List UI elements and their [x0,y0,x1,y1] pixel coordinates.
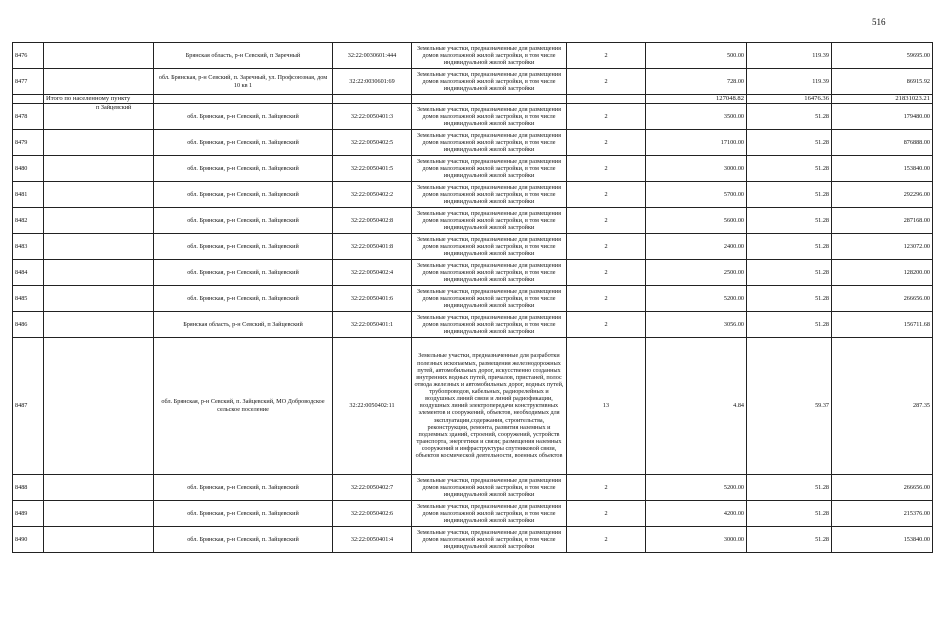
table-row [13,129,933,155]
row-cadastral: 32:22:0050401:3 [333,103,412,129]
row-area: 3056.00 [646,311,747,337]
row-group: 2 [567,155,646,181]
row-use: Земельные участки, предназначенные для размещения домов малоэтажной жилой застройки, в том числе индивидуальной жилой застройки [412,285,567,311]
row-locality [44,285,154,311]
row-number: 8486 [13,311,44,337]
row-cost: 876888.00 [832,129,933,155]
row-cost: 287.35 [832,337,933,474]
row-specific: 59.37 [747,337,832,474]
table-row [13,474,933,500]
row-group: 2 [567,69,646,95]
row-locality [44,259,154,285]
row-specific: 119.39 [747,69,832,95]
page-number: 516 [872,17,886,27]
row-area: 5200.00 [646,474,747,500]
row-cost: 59695.00 [832,43,933,69]
row-use: Земельные участки, предназначенные для размещения домов малоэтажной жилой застройки, в том числе индивидуальной жилой застройки [412,500,567,526]
row-cost: 128200.00 [832,259,933,285]
row-cadastral: 32:22:0030601:444 [333,43,412,69]
row-area: 5700.00 [646,181,747,207]
row-specific: 51.28 [747,474,832,500]
table-row [13,43,933,69]
row-group: 2 [567,43,646,69]
row-use: Земельные участки, предназначенные для размещения домов малоэтажной жилой застройки, в том числе индивидуальной жилой застройки [412,103,567,129]
row-locality [44,181,154,207]
row-address: обл. Брянская, р-н Севский, п. Зайцевский [154,500,333,526]
row-cost: 153840.00 [832,526,933,552]
table-row [13,207,933,233]
row-specific: 51.28 [747,103,832,129]
row-cost: 123072.00 [832,233,933,259]
row-use: Земельные участки, предназначенные для размещения домов малоэтажной жилой застройки, в том числе индивидуальной жилой застройки [412,233,567,259]
row-cost: 179480.00 [832,103,933,129]
row-number: 8479 [13,129,44,155]
row-specific: 51.28 [747,155,832,181]
table-row-big [13,337,933,474]
row-address: обл. Брянская, р-н Севский, п. Зайцевский [154,233,333,259]
row-cadastral: 32:22:0050402:11 [333,337,412,474]
row-group: 2 [567,311,646,337]
row-locality [44,129,154,155]
row-address: обл. Брянская, р-н Севский, п. Зайцевский [154,207,333,233]
row-locality [44,233,154,259]
row-address: обл. Брянская, р-н Севский, п. Заречный, ул. Профсоюзная, дом 10 кв 1 [154,69,333,95]
table-row [13,311,933,337]
row-use: Земельные участки, предназначенные для размещения домов малоэтажной жилой застройки, в том числе индивидуальной жилой застройки [412,181,567,207]
row-cadastral: 32:22:0030601:69 [333,69,412,95]
row-cadastral: 32:22:0050402:4 [333,259,412,285]
total-specific: 16476.36 [747,95,832,104]
row-cadastral: 32:22:0050401:4 [333,526,412,552]
row-address: обл. Брянская, р-н Севский, п. Зайцевский [154,474,333,500]
row-specific: 119.39 [747,43,832,69]
row-use: Земельные участки, предназначенные для размещения домов малоэтажной жилой застройки, в том числе индивидуальной жилой застройки [412,43,567,69]
row-specific: 51.28 [747,526,832,552]
row-number: 8483 [13,233,44,259]
total-cost: 21831023.21 [832,95,933,104]
table-row [13,259,933,285]
row-area: 3000.00 [646,155,747,181]
table-row [13,69,933,95]
row-number: 8484 [13,259,44,285]
row-group: 2 [567,129,646,155]
row-area: 728.00 [646,69,747,95]
row-group: 2 [567,285,646,311]
row-address: обл. Брянская, р-н Севский, п. Зайцевский [154,259,333,285]
row-area: 5600.00 [646,207,747,233]
row-cost: 86915.92 [832,69,933,95]
row-cadastral: 32:22:0050401:8 [333,233,412,259]
row-locality [44,500,154,526]
row-group: 2 [567,474,646,500]
row-address: обл. Брянская, р-н Севский, п. Зайцевский, МО Доброводское сельское поселение [154,337,333,474]
row-number: 8487 [13,337,44,474]
row-specific: 51.28 [747,233,832,259]
row-group: 2 [567,526,646,552]
row-locality [44,474,154,500]
row-area: 500.00 [646,43,747,69]
table-row [13,500,933,526]
row-area: 2400.00 [646,233,747,259]
row-number: 8481 [13,181,44,207]
row-specific: 51.28 [747,285,832,311]
cadastral-value-table [12,42,933,553]
row-group: 2 [567,259,646,285]
row-use: Земельные участки, предназначенные для размещения домов малоэтажной жилой застройки, в том числе индивидуальной жилой застройки [412,526,567,552]
row-area: 17100.00 [646,129,747,155]
table-row [13,155,933,181]
row-locality: п Зайцевский [44,103,154,129]
row-locality [44,526,154,552]
row-number: 8482 [13,207,44,233]
row-address: обл. Брянская, р-н Севский, п. Зайцевский [154,526,333,552]
row-group: 2 [567,500,646,526]
row-group: 2 [567,181,646,207]
row-group: 2 [567,233,646,259]
row-use: Земельные участки, предназначенные для разработки полезных ископаемых, размещения железнодорожных путей, автомобильных дорог, искусственно созданных внутренних водных путей, причалов, пристаней, полос отвода железных и автомобильных дорог, водных путей, трубопроводов, кабельных, радиорелейных и воздушных линий связи и линий радиофикации, воздушных линий электропередачи конструктивных элементов и сооружений, объектов, необходимых для эксплуатации,содержания, строительства, реконструкции, ремонта, развития наземных и подземных зданий, строений, сооружений, устройств транспорта, энергетики и связи; размещения наземных сооружений и инфраструктуры спутниковой связи, объектов космической деятельности, военных объектов [412,337,567,474]
row-locality [44,155,154,181]
row-cadastral: 32:22:0050401:1 [333,311,412,337]
table-row [13,526,933,552]
row-specific: 51.28 [747,129,832,155]
row-cost: 287168.00 [832,207,933,233]
row-use: Земельные участки, предназначенные для размещения домов малоэтажной жилой застройки, в том числе индивидуальной жилой застройки [412,69,567,95]
row-locality [44,311,154,337]
row-area: 5200.00 [646,285,747,311]
row-area: 4.84 [646,337,747,474]
row-cadastral: 32:22:0050402:7 [333,474,412,500]
row-cadastral: 32:22:0050402:8 [333,207,412,233]
row-cost: 215376.00 [832,500,933,526]
total-row [13,95,933,104]
row-number: 8480 [13,155,44,181]
row-specific: 51.28 [747,311,832,337]
row-use: Земельные участки, предназначенные для размещения домов малоэтажной жилой застройки, в том числе индивидуальной жилой застройки [412,311,567,337]
row-cadastral: 32:22:0050401:6 [333,285,412,311]
row-address: обл. Брянская, р-н Севский, п. Зайцевский [154,285,333,311]
row-use: Земельные участки, предназначенные для размещения домов малоэтажной жилой застройки, в том числе индивидуальной жилой застройки [412,129,567,155]
row-use: Земельные участки, предназначенные для размещения домов малоэтажной жилой застройки, в том числе индивидуальной жилой застройки [412,207,567,233]
row-area: 4200.00 [646,500,747,526]
row-specific: 51.28 [747,181,832,207]
row-address: Брянская область, р-н Севский, п Заречный [154,43,333,69]
row-cadastral: 32:22:0050402:2 [333,181,412,207]
row-locality [44,69,154,95]
row-number: 8477 [13,69,44,95]
row-address: обл. Брянская, р-н Севский, п. Зайцевский [154,129,333,155]
table-row [13,103,933,129]
row-area: 2500.00 [646,259,747,285]
row-use: Земельные участки, предназначенные для размещения домов малоэтажной жилой застройки, в том числе индивидуальной жилой застройки [412,155,567,181]
row-cost: 292296.00 [832,181,933,207]
row-cost: 153840.00 [832,155,933,181]
row-cadastral: 32:22:0050402:6 [333,500,412,526]
row-specific: 51.28 [747,500,832,526]
row-number: 8476 [13,43,44,69]
row-group: 2 [567,207,646,233]
table-row [13,181,933,207]
row-cadastral: 32:22:0050401:5 [333,155,412,181]
row-cost: 156711.68 [832,311,933,337]
row-area: 3000.00 [646,526,747,552]
total-label: Итого по населенному пункту [44,95,154,104]
table-row [13,285,933,311]
row-number: 8488 [13,474,44,500]
row-specific: 51.28 [747,259,832,285]
row-address: обл. Брянская, р-н Севский, п. Зайцевский [154,181,333,207]
row-address: Брянская область, р-н Севский, п Зайцевский [154,311,333,337]
row-group: 2 [567,103,646,129]
row-cadastral: 32:22:0050402:5 [333,129,412,155]
row-number: 8490 [13,526,44,552]
row-area: 3500.00 [646,103,747,129]
row-locality [44,207,154,233]
row-locality [44,43,154,69]
row-group: 13 [567,337,646,474]
row-address: обл. Брянская, р-н Севский, п. Зайцевский [154,103,333,129]
total-area: 127048.82 [646,95,747,104]
row-number: 8489 [13,500,44,526]
row-address: обл. Брянская, р-н Севский, п. Зайцевский [154,155,333,181]
row-number: 8485 [13,285,44,311]
row-specific: 51.28 [747,207,832,233]
table-row [13,233,933,259]
row-use: Земельные участки, предназначенные для размещения домов малоэтажной жилой застройки, в том числе индивидуальной жилой застройки [412,474,567,500]
row-cost: 266656.00 [832,474,933,500]
row-number: 8478 [13,103,44,129]
row-use: Земельные участки, предназначенные для размещения домов малоэтажной жилой застройки, в том числе индивидуальной жилой застройки [412,259,567,285]
row-cost: 266656.00 [832,285,933,311]
